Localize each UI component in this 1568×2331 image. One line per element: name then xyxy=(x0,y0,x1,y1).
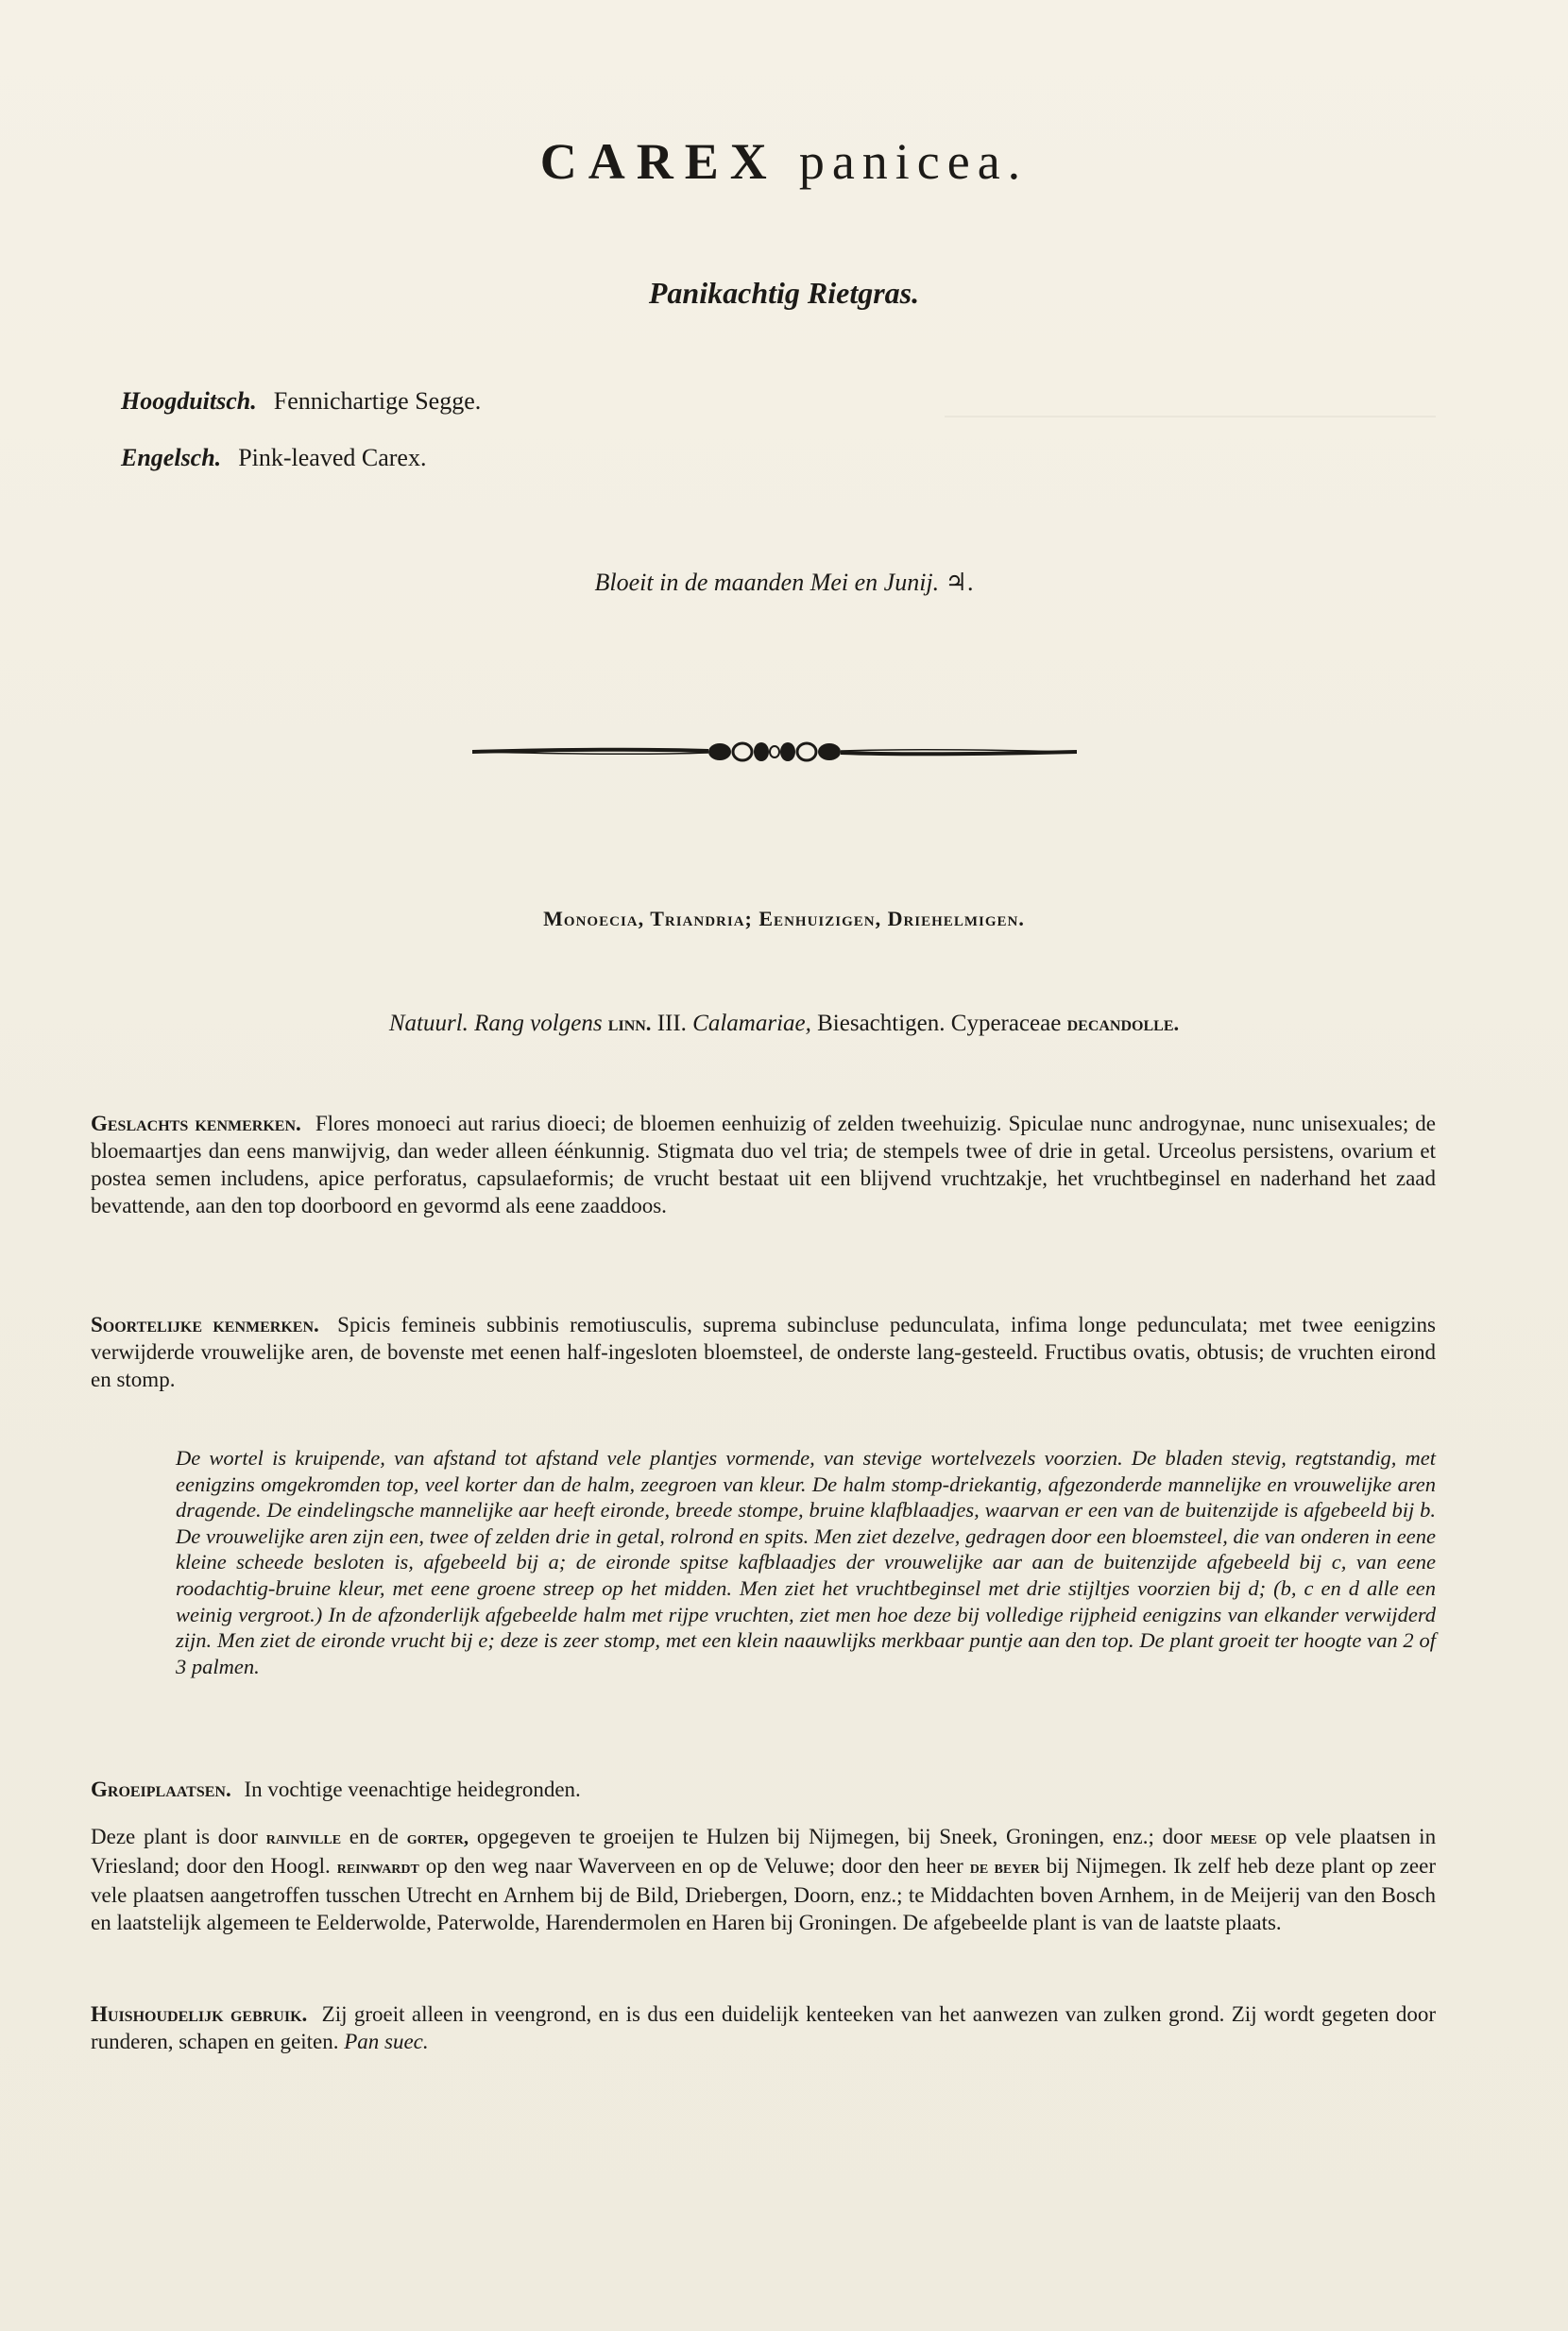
author-name: meese xyxy=(1210,1828,1257,1848)
species-description: De wortel is kruipende, van afstand tot afstand vele plantjes vormende, van stevige wortelvezels voorzien. De bladen stevig, regtstandig, met eenigzins omgekromden top, veel korter dan de halm, zeegroen van kleur. De halm stomp-driekantig, afgezonderde mannelijke en vrouwelijke aren dragende. De eindelingsche mannelijke aar heeft eironde, breede stompe, bruine klafblaadjes, waarvan er een van de buitenzijde is afgebeeld bij b. De vrouwelijke aren zijn een, twee of zelden drie in getal, rolrond en spits. Men ziet dezelve, gedragen door een bloemsteel, die van onderen in eene kleine scheede besloten is, afgebeeld bij a; de eironde spitse kafblaadjes der vrouwelijke aar aan de buitenzijde afgebeeld bij c, van eene roodachtig-bruine kleur, met eene groene streep op het midden. Men ziet het vruchtbeginsel met drie stijltjes voorzien bij d; (b, c en d alle een weinig vergroot.) In de afzonderlijk afgebeelde halm met rijpe vruchten, ziet men hoe deze bij volledige rijpheid eenigzins van elkander verwijderd zijn. Men ziet de eironde vrucht bij e; deze is zeer stomp, met een klein naauwlijks merkbaar puntje aan den top. De plant groeit ter hoogte van 2 of 3 palmen. xyxy=(176,1446,1436,1678)
habitat xyxy=(91,1776,1436,1803)
title-genus: CAREX xyxy=(539,133,778,190)
classification: Monoecia, Triandria; Eenhuizigen, Driehelmigen. xyxy=(543,907,1025,930)
localities-text: op vele plaatsen in Vriesland; door den Hoogl. xyxy=(91,1825,1437,1878)
localities-text: op den weg naar Waverveen en op de Veluwe; door den heer xyxy=(425,1854,963,1878)
natural-rank xyxy=(0,1011,1568,1037)
localities-text: Deze plant is door xyxy=(91,1825,258,1848)
rank-group-dutch: Biesachtigen. xyxy=(817,1011,946,1036)
language-label: Hoogduitsch. xyxy=(121,387,257,415)
section-heading: Groeiplaatsen. xyxy=(91,1778,231,1801)
vernacular-german xyxy=(121,387,481,416)
page-title xyxy=(0,132,1568,191)
rank-family: Cyperaceae xyxy=(950,1011,1062,1036)
section-heading: Geslachts kenmerken. xyxy=(91,1112,301,1135)
section-text: Zij groeit alleen in veengrond, en is dus een duidelijk kenteeken van het aanwezen van zulken grond. Zij wordt gegeten door runderen, schapen en geiten. xyxy=(91,2002,1437,2053)
author-name: de beyer xyxy=(969,1857,1040,1878)
vernacular-name: Pink-leaved Carex. xyxy=(238,444,427,471)
rank-number: III. xyxy=(656,1011,687,1036)
perennial-symbol: ♃. xyxy=(945,569,974,596)
household-use xyxy=(91,2000,1436,2055)
author-name: rainville xyxy=(265,1828,342,1848)
genus-characters xyxy=(91,1110,1436,1219)
title-species: panicea. xyxy=(798,133,1029,190)
vernacular-name: Fennichartige Segge. xyxy=(273,387,482,415)
reference: Pan suec. xyxy=(344,2030,429,2053)
bloom-period xyxy=(0,569,1568,597)
ornament-divider-icon xyxy=(472,735,1077,769)
subtitle: Panikachtig Rietgras. xyxy=(648,276,920,310)
author-name: gorter, xyxy=(406,1828,469,1848)
language-label: Engelsch. xyxy=(121,444,222,471)
section-text: Flores monoeci aut rarius dioeci; de bloemen eenhuizig of zelden tweehuizig. Spiculae nunc androgynae, nunc unisexuales; de bloemaartjes dan eens manwijvig, dan weder alleen éénkunnig. Stigmata duo vel tria; de stempels twee of drie in getal. Urceolus persistens, ovarium et postea semen includens, apice perforatus, capsulaeformis; de vrucht bestaat uit een blijvend vruchtzakje, het vruchtbeginsel en naderhand het zaad bevattende, aan den top doorboord en gevormd als eene zaaddoos. xyxy=(91,1112,1436,1217)
vernacular-english xyxy=(121,444,426,472)
localities-text: en de xyxy=(349,1825,399,1848)
rank-family-author: decandolle. xyxy=(1066,1012,1180,1035)
localities-text: opgegeven te groeijen te Hulzen bij Nijmegen, bij Sneek, Groningen, enz.; door xyxy=(476,1825,1202,1848)
localities-text: bij Nijmegen. Ik zelf heb deze plant op zeer vele plaatsen aangetroffen tusschen Utrecht en Arnhem bij de Bild, Driebergen, Doorn, enz.; te Middachten boven Arnhem, in de Meijerij van den Bosch en laatstelijk algemeen te Eelderwolde, Paterwolde, Harendermolen en Haren bij Groningen. De afgebeelde plant is van de laatste plaats. xyxy=(91,1854,1436,1934)
author-name: reinwardt xyxy=(336,1857,419,1878)
bleed-through xyxy=(945,416,1436,550)
rank-author: linn. xyxy=(607,1012,652,1035)
rank-label: Natuurl. Rang volgens xyxy=(388,1011,603,1036)
bloom-text: Bloeit in de maanden Mei en Junij. xyxy=(594,569,940,596)
section-text: In vochtige veenachtige heidegronden. xyxy=(244,1778,581,1801)
rank-group: Calamariae, xyxy=(692,1011,811,1036)
section-text: Spicis femineis subbinis remotiusculis, suprema subincluse pedunculata, infima longe pedunculata; met twee eenigzins verwijderde vrouwelijke aren, de bovenste met eenen half-ingesloten bloemsteel, de onderste lang-gesteeld. Fructibus ovatis, obtusis; de vruchten eirond en stomp. xyxy=(91,1313,1436,1391)
section-heading: Soortelijke kenmerken. xyxy=(91,1313,319,1336)
localities xyxy=(91,1823,1436,1936)
section-heading: Huishoudelijk gebruik. xyxy=(91,2002,308,2026)
species-characters xyxy=(91,1311,1436,1393)
